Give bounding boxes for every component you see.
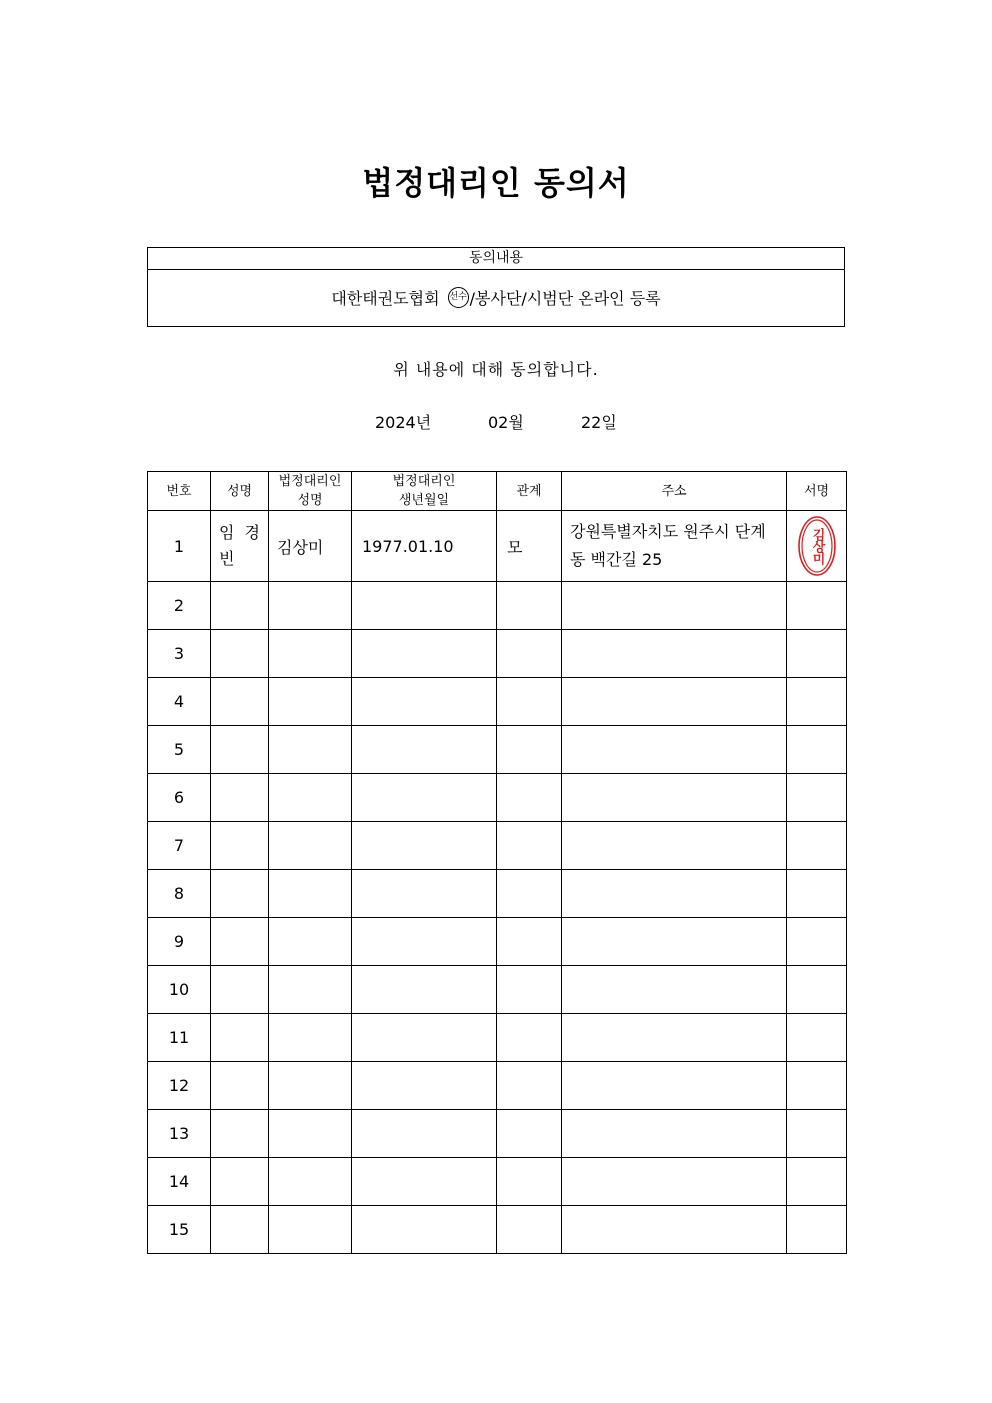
cell-name: [211, 1158, 269, 1206]
header-guardian-name-line1: 법정대리인: [278, 474, 342, 489]
cell-guardian-birth: [352, 1110, 497, 1158]
header-address: 주소: [562, 472, 787, 511]
cell-no: 1: [148, 511, 211, 582]
cell-address: [562, 822, 787, 870]
table-row: [148, 726, 847, 774]
cell-guardian-birth: [352, 726, 497, 774]
cell-guardian-name: [269, 966, 352, 1014]
cell-guardian-birth: 1977.01.10: [352, 511, 497, 582]
cell-signature: [787, 870, 847, 918]
cell-name: [211, 966, 269, 1014]
date-day: 22일: [581, 413, 617, 432]
cell-name: [211, 582, 269, 630]
header-name: 성명: [211, 472, 269, 511]
cell-no: 7: [148, 822, 211, 870]
cell-no: 15: [148, 1206, 211, 1254]
cell-relation: [497, 1110, 562, 1158]
cell-guardian-name: 김상미: [269, 511, 352, 582]
cell-signature: [787, 678, 847, 726]
cell-signature: [787, 1110, 847, 1158]
cell-signature: [787, 1158, 847, 1206]
consent-statement: 위 내용에 대해 동의합니다.: [393, 360, 599, 379]
cell-relation: [497, 1206, 562, 1254]
cell-name: 임 경 빈: [211, 511, 269, 582]
cell-guardian-name: [269, 1110, 352, 1158]
table-row: [148, 774, 847, 822]
table-row: [148, 918, 847, 966]
header-relation: 관계: [497, 472, 562, 511]
cell-name: [211, 726, 269, 774]
cell-guardian-birth: [352, 774, 497, 822]
table-row: [148, 1062, 847, 1110]
consent-box: [147, 247, 845, 327]
cell-name: [211, 870, 269, 918]
cell-signature: [787, 966, 847, 1014]
page-title: 법정대리인 동의서: [362, 164, 630, 202]
cell-address: [562, 1206, 787, 1254]
header-guardian-name-line2: 성명: [297, 493, 323, 508]
cell-name: [211, 1014, 269, 1062]
cell-relation: [497, 918, 562, 966]
cell-guardian-birth: [352, 966, 497, 1014]
cell-no: 3: [148, 630, 211, 678]
header-guardian-birth-line1: 법정대리인: [392, 474, 456, 489]
cell-name: [211, 678, 269, 726]
cell-guardian-name: [269, 1158, 352, 1206]
cell-name: [211, 918, 269, 966]
cell-address: [562, 918, 787, 966]
cell-guardian-birth: [352, 1014, 497, 1062]
table-row: [148, 870, 847, 918]
cell-relation: [497, 1062, 562, 1110]
cell-address: [562, 774, 787, 822]
consent-header: 동의내용: [148, 248, 844, 270]
cell-name: [211, 774, 269, 822]
cell-name: [211, 630, 269, 678]
header-no: 번호: [148, 472, 211, 511]
cell-address: [562, 1110, 787, 1158]
cell-address: [562, 870, 787, 918]
cell-guardian-birth: [352, 630, 497, 678]
cell-guardian-birth: [352, 678, 497, 726]
cell-no: 5: [148, 726, 211, 774]
cell-guardian-name: [269, 726, 352, 774]
table-row: [148, 1110, 847, 1158]
cell-signature: [787, 1014, 847, 1062]
cell-address: [562, 1014, 787, 1062]
cell-no: 12: [148, 1062, 211, 1110]
cell-no: 10: [148, 966, 211, 1014]
cell-relation: [497, 582, 562, 630]
cell-no: 6: [148, 774, 211, 822]
cell-name: [211, 1206, 269, 1254]
cell-guardian-name: [269, 870, 352, 918]
cell-name: [211, 1110, 269, 1158]
cell-no: 2: [148, 582, 211, 630]
cell-guardian-birth: [352, 1206, 497, 1254]
cell-relation: [497, 822, 562, 870]
table-row: [148, 1158, 847, 1206]
cell-guardian-birth: [352, 1062, 497, 1110]
cell-signature: [787, 918, 847, 966]
consent-body: [148, 270, 844, 327]
cell-signature: [787, 726, 847, 774]
cell-address: [562, 1158, 787, 1206]
cell-no: 13: [148, 1110, 211, 1158]
cell-address: [562, 630, 787, 678]
table-row: [148, 511, 847, 582]
cell-guardian-birth: [352, 918, 497, 966]
cell-address: [562, 1062, 787, 1110]
cell-no: 11: [148, 1014, 211, 1062]
cell-signature: [787, 1206, 847, 1254]
cell-relation: [497, 870, 562, 918]
circled-text: 선수: [448, 287, 469, 308]
cell-relation: [497, 678, 562, 726]
cell-relation: 모: [497, 511, 562, 582]
table-row: [148, 1206, 847, 1254]
cell-relation: [497, 630, 562, 678]
cell-guardian-name: [269, 678, 352, 726]
cell-name: [211, 1062, 269, 1110]
cell-signature: [787, 774, 847, 822]
header-guardian-name: [269, 472, 352, 511]
cell-no: 4: [148, 678, 211, 726]
date-month: 02월: [488, 413, 524, 432]
cell-relation: [497, 774, 562, 822]
table-row: [148, 1014, 847, 1062]
header-guardian-birth-line2: 생년월일: [398, 493, 450, 508]
cell-relation: [497, 966, 562, 1014]
header-guardian-birth: [352, 472, 497, 511]
cell-guardian-birth: [352, 870, 497, 918]
cell-signature: [787, 822, 847, 870]
table-row: [148, 630, 847, 678]
cell-signature: [787, 1062, 847, 1110]
cell-guardian-name: [269, 582, 352, 630]
cell-signature: [787, 511, 847, 582]
cell-address: [562, 966, 787, 1014]
cell-guardian-name: [269, 1062, 352, 1110]
cell-no: 14: [148, 1158, 211, 1206]
registration-table: [147, 471, 847, 1254]
cell-relation: [497, 1158, 562, 1206]
table-header-row: [148, 472, 847, 511]
cell-guardian-name: [269, 630, 352, 678]
table-row: [148, 822, 847, 870]
cell-guardian-name: [269, 1206, 352, 1254]
cell-no: 8: [148, 870, 211, 918]
cell-guardian-birth: [352, 822, 497, 870]
cell-name: [211, 822, 269, 870]
cell-no: 9: [148, 918, 211, 966]
cell-guardian-name: [269, 774, 352, 822]
date-year: 2024년: [375, 413, 432, 432]
seal-stamp-icon: [797, 515, 837, 577]
seal-text: 김상미: [809, 528, 824, 564]
cell-guardian-name: [269, 918, 352, 966]
cell-address: [562, 582, 787, 630]
cell-guardian-name: [269, 822, 352, 870]
empty-rows: [148, 582, 847, 1254]
cell-signature: [787, 630, 847, 678]
consent-body-after: /봉사단/시범단 온라인 등록: [469, 289, 661, 308]
cell-address: [562, 678, 787, 726]
table-row: [148, 678, 847, 726]
header-signature: 서명: [787, 472, 847, 511]
cell-guardian-name: [269, 1014, 352, 1062]
cell-guardian-birth: [352, 582, 497, 630]
consent-body-before: 대한태권도협회: [331, 289, 445, 308]
cell-guardian-birth: [352, 1158, 497, 1206]
cell-address: 강원특별자치도 원주시 단계동 백간길 25: [562, 511, 787, 582]
table-row: [148, 966, 847, 1014]
cell-relation: [497, 1014, 562, 1062]
cell-relation: [497, 726, 562, 774]
cell-signature: [787, 582, 847, 630]
cell-address: [562, 726, 787, 774]
table-row: [148, 582, 847, 630]
